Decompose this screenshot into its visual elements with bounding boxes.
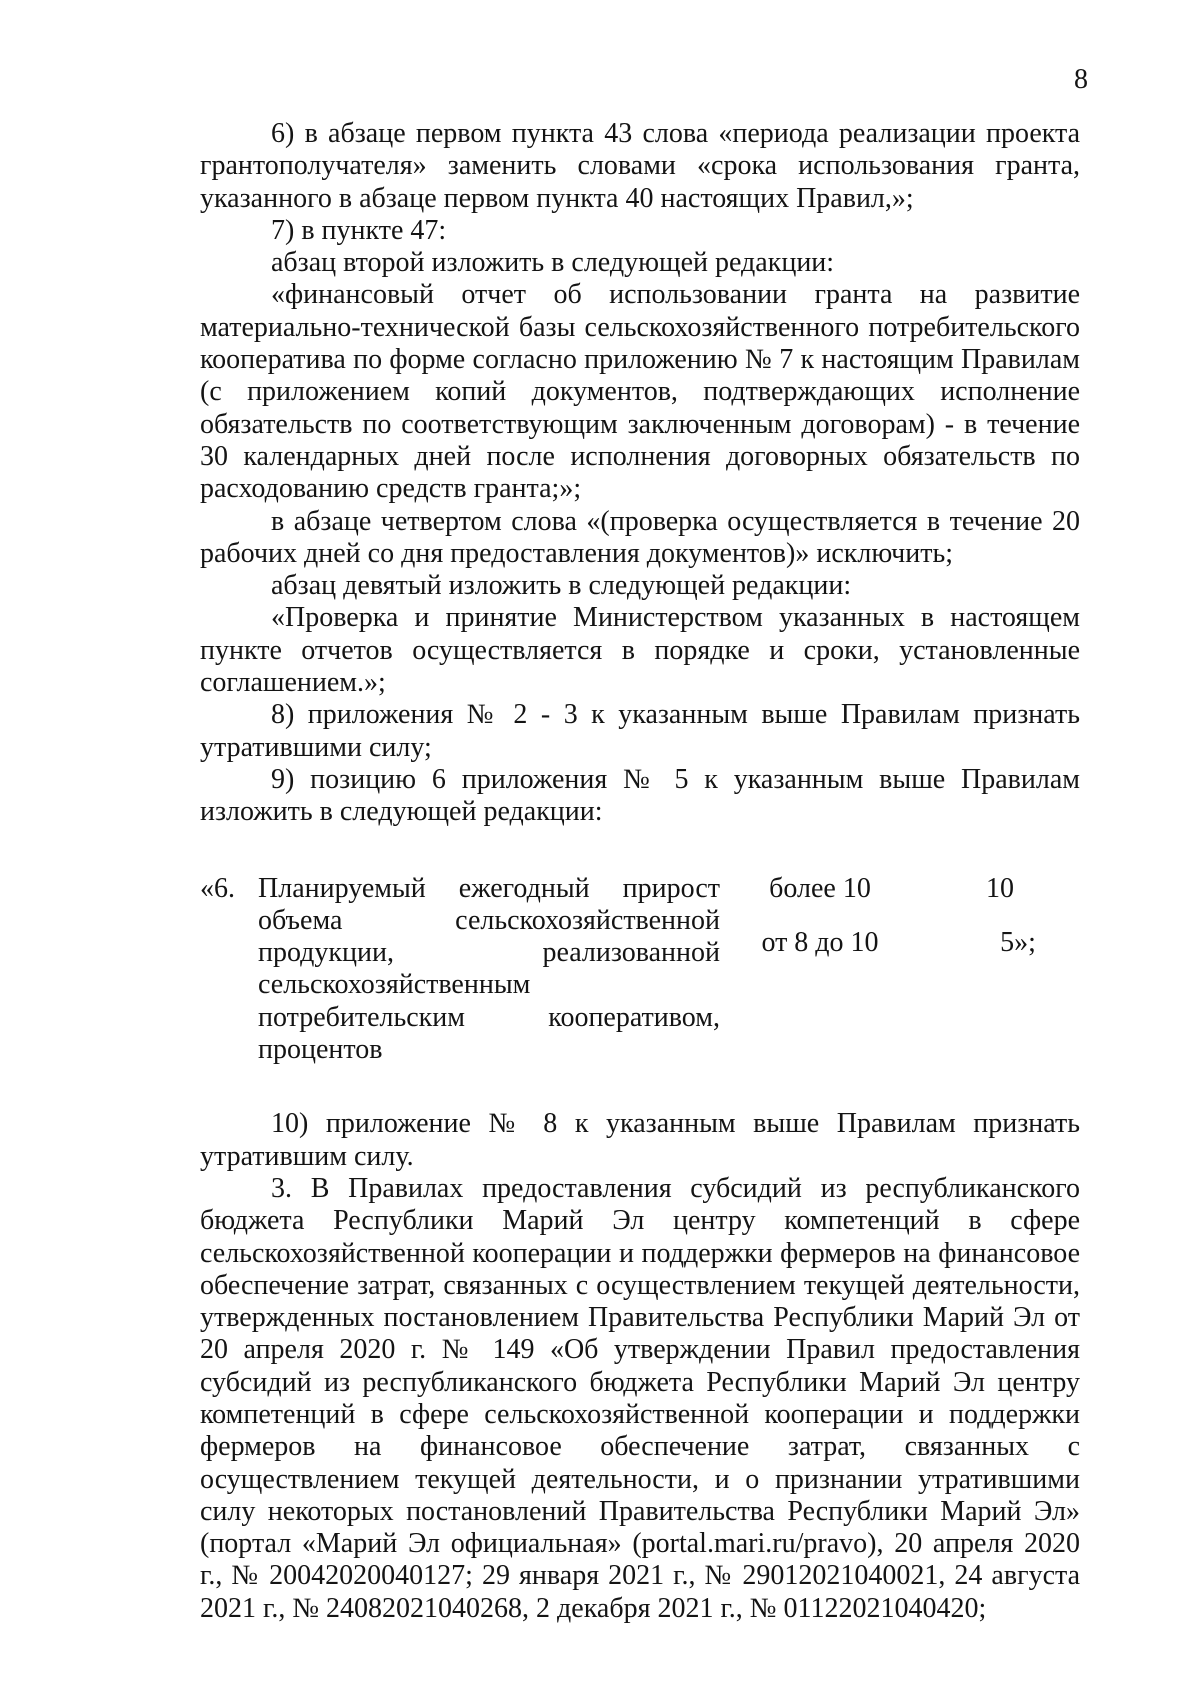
score-cell [920, 873, 1080, 1067]
page-number: 8 [1074, 64, 1088, 95]
document-body [200, 118, 1080, 1625]
criterion-text: Планируемый ежегодный прирост объема сельскохозяйственной продукции, реализованной сельскохозяйственным потребительским кооперативом, процентов [258, 872, 720, 1066]
paragraph: 6) в абзаце первом пункта 43 слова «периода реализации проекта грантополучателя» заменить словами «срока использования гранта, указанного в абзаце первом пункта 40 настоящих Правил,»; [200, 118, 1080, 214]
range-cell [720, 873, 920, 1067]
criteria-table [200, 873, 1080, 1067]
row-number: «6. [200, 872, 235, 904]
score-value: 10 [986, 872, 1014, 904]
paragraph: «финансовый отчет об использовании гранта на развитие материально-технической базы сельскохозяйственного потребительского кооператива по форме согласно приложению № 7 к настоящим Правилам (с приложением копий документов, подтверждающих исполнение обязательств по соответствующим заключенным договорам) - в течение 30 календарных дней после исполнения договорных обязательств по расходованию средств гранта;»; [200, 279, 1080, 505]
paragraph: 7) в пункте 47: [271, 214, 447, 246]
range-value: более 10 [769, 872, 871, 904]
table-row [200, 873, 1080, 1067]
paragraph: абзац второй изложить в следующей редакции: [271, 247, 835, 279]
score-value: 5»; [1000, 926, 1036, 958]
paragraph: «Проверка и принятие Министерством указанных в настоящем пункте отчетов осуществляется в порядке и сроки, установленные соглашением.»; [200, 602, 1080, 699]
range-value: от 8 до 10 [761, 926, 879, 958]
paragraph: абзац девятый изложить в следующей редакции: [271, 570, 852, 602]
paragraph: 9) позицию 6 приложения № 5 к указанным выше Правилам изложить в следующей редакции: [200, 763, 1080, 828]
paragraph: 8) приложения № 2 - 3 к указанным выше Правилам признать утратившими силу; [200, 699, 1080, 763]
paragraph: в абзаце четвертом слова «(проверка осуществляется в течение 20 рабочих дней со дня предоставления документов)» исключить; [200, 505, 1080, 569]
paragraph: 10) приложение № 8 к указанным выше Правилам признать утратившим силу. [200, 1108, 1080, 1172]
paragraph: 3. В Правилах предоставления субсидий из республиканского бюджета Республики Марий Эл центру компетенций в сфере сельскохозяйственной кооперации и поддержки фермеров на финансовое обеспечение затрат, связанных с осуществлением текущей деятельности, утвержденных постановлением Правительства Республики Марий Эл от 20 апреля 2020 г. № 149 «Об утверждении Правил предоставления субсидий из республиканского бюджета Республики Марий Эл центру компетенций в сфере сельскохозяйственной кооперации и поддержки фермеров на финансовое обеспечение затрат, связанных с осуществлением текущей деятельности, и о признании утратившими силу некоторых постановлений Правительства Республики Марий Эл» (портал «Марий Эл официальная» (portal.mari.ru/pravo), 20 апреля 2020 г., № 20042020040127; 29 января 2021 г., № 29012021040021, 24 августа 2021 г., № 24082021040268, 2 декабря 2021 г., № 01122021040420; [200, 1172, 1080, 1624]
